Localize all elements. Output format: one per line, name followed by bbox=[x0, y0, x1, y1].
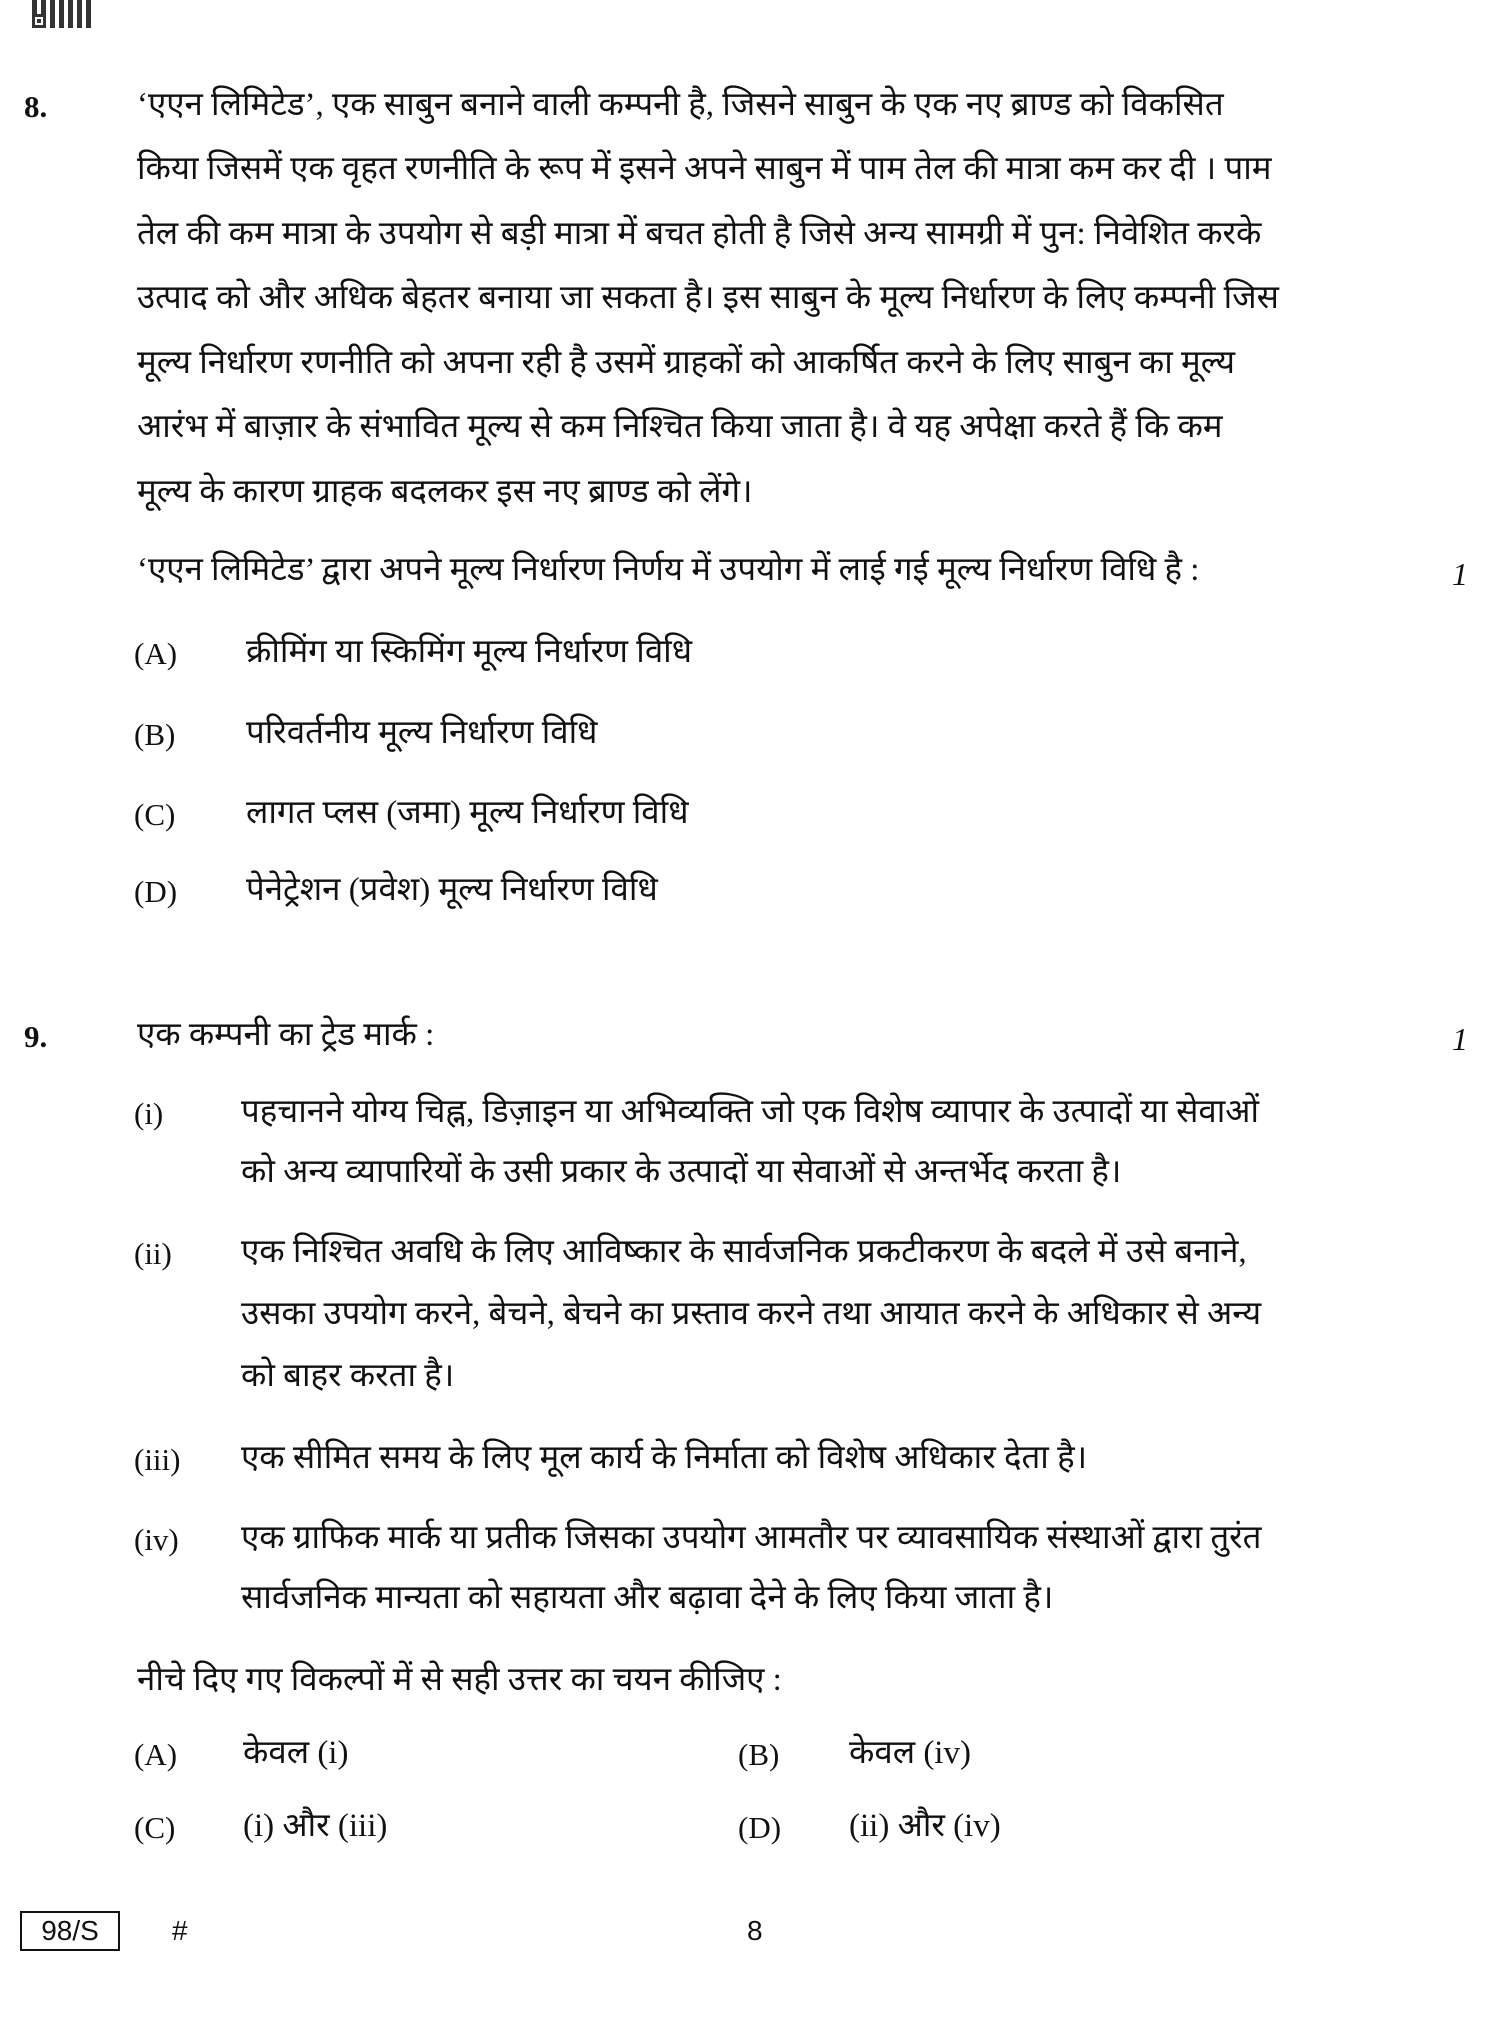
paper-code-box: 98/S bbox=[20, 1911, 120, 1951]
footer-symbol: # bbox=[172, 1915, 188, 1946]
q9-option-d-text: (ii) और (iv) bbox=[849, 1808, 1001, 1844]
q9-stem: एक कम्पनी का ट्रेड मार्क : bbox=[137, 1017, 435, 1053]
q8-text-line: ‘एएन लिमिटेड’, एक साबुन बनाने वाली कम्पनी है, जिसने साबुन के एक नए ब्राण्ड को विकसित bbox=[137, 87, 1224, 123]
q9-marks: 1 bbox=[1452, 1021, 1468, 1057]
q9-statement-i-label: (i) bbox=[134, 1096, 164, 1131]
q8-text-line: मूल्य निर्धारण रणनीति को अपना रही है उसमें ग्राहकों को आकर्षित करने के लिए साबुन का मूल्य bbox=[137, 345, 1236, 381]
q8-text-line: तेल की कम मात्रा के उपयोग से बड़ी मात्रा में बचत होती है जिसे अन्य सामग्री में पुन: निवेशित करके bbox=[137, 216, 1262, 252]
q8-option-b-label: (B) bbox=[134, 717, 176, 752]
question-number-8: 8. bbox=[24, 89, 48, 124]
q8-option-b-text: परिवर्तनीय मूल्य निर्धारण विधि bbox=[246, 715, 598, 751]
q9-option-d-label: (D) bbox=[738, 1810, 782, 1845]
page-number: 8 bbox=[747, 1915, 763, 1946]
q9-statement-ii-label: (ii) bbox=[134, 1236, 172, 1271]
q9-statement-i-line: पहचानने योग्य चिह्न, डिज़ाइन या अभिव्यक्ति जो एक विशेष व्यापार के उत्पादों या सेवाओं bbox=[241, 1094, 1260, 1130]
q9-option-b-text: केवल (iv) bbox=[849, 1735, 971, 1771]
q8-option-a-label: (A) bbox=[134, 636, 178, 671]
q9-statement-ii-line: एक निश्चित अवधि के लिए आविष्कार के सार्वजनिक प्रकटीकरण के बदले में उसे बनाने, bbox=[241, 1234, 1247, 1270]
q8-option-d-label: (D) bbox=[134, 874, 178, 909]
q9-statement-ii-line: को बाहर करता है। bbox=[241, 1358, 455, 1394]
q9-option-a-text: केवल (i) bbox=[243, 1735, 349, 1771]
q8-option-a-text: क्रीमिंग या स्किमिंग मूल्य निर्धारण विधि bbox=[246, 634, 693, 670]
q8-option-d-text: पेनेट्रेशन (प्रवेश) मूल्य निर्धारण विधि bbox=[246, 872, 658, 908]
q9-option-c-label: (C) bbox=[134, 1810, 176, 1845]
q9-instruction: नीचे दिए गए विकल्पों में से सही उत्तर का चयन कीजिए : bbox=[137, 1662, 782, 1698]
q9-statement-iii-label: (iii) bbox=[134, 1442, 181, 1477]
q8-sub-question: ‘एएन लिमिटेड’ द्वारा अपने मूल्य निर्धारण निर्णय में उपयोग में लाई गई मूल्य निर्धारण विधि है : bbox=[137, 552, 1200, 588]
qr-code-icon bbox=[32, 0, 94, 28]
q9-statement-i-line: को अन्य व्यापारियों के उसी प्रकार के उत्पादों या सेवाओं से अन्तर्भेद करता है। bbox=[241, 1154, 1122, 1190]
q8-option-c-label: (C) bbox=[134, 797, 176, 832]
q9-statement-ii-line: उसका उपयोग करने, बेचने, बेचने का प्रस्ताव करने तथा आयात करने के अधिकार से अन्य bbox=[241, 1296, 1262, 1332]
q8-text-line: किया जिसमें एक वृहत रणनीति के रूप में इसने अपने साबुन में पाम तेल की मात्रा कम कर दी । पाम bbox=[137, 151, 1272, 187]
q9-statement-iv-line: एक ग्राफिक मार्क या प्रतीक जिसका उपयोग आमतौर पर व्यावसायिक संस्थाओं द्वारा तुरंत bbox=[241, 1520, 1262, 1556]
q9-option-b-label: (B) bbox=[738, 1737, 780, 1772]
q9-option-c-text: (i) और (iii) bbox=[243, 1808, 388, 1844]
question-number-9: 9. bbox=[24, 1019, 48, 1054]
q8-text-line: आरंभ में बाज़ार के संभावित मूल्य से कम निश्चित किया जाता है। वे यह अपेक्षा करते हैं कि कम bbox=[137, 409, 1223, 445]
q8-text-line: मूल्य के कारण ग्राहक बदलकर इस नए ब्राण्ड को लेंगे। bbox=[137, 474, 753, 510]
q9-statement-iv-line: सार्वजनिक मान्यता को सहायता और बढ़ावा देने के लिए किया जाता है। bbox=[241, 1580, 1054, 1616]
q8-marks: 1 bbox=[1452, 556, 1468, 592]
q8-text-line: उत्पाद को और अधिक बेहतर बनाया जा सकता है। इस साबुन के मूल्य निर्धारण के लिए कम्पनी जिस bbox=[137, 280, 1279, 316]
q9-statement-iii-line: एक सीमित समय के लिए मूल कार्य के निर्माता को विशेष अधिकार देता है। bbox=[241, 1440, 1088, 1476]
q9-statement-iv-label: (iv) bbox=[134, 1522, 179, 1557]
q9-option-a-label: (A) bbox=[134, 1737, 178, 1772]
q8-option-c-text: लागत प्लस (जमा) मूल्य निर्धारण विधि bbox=[246, 795, 689, 831]
